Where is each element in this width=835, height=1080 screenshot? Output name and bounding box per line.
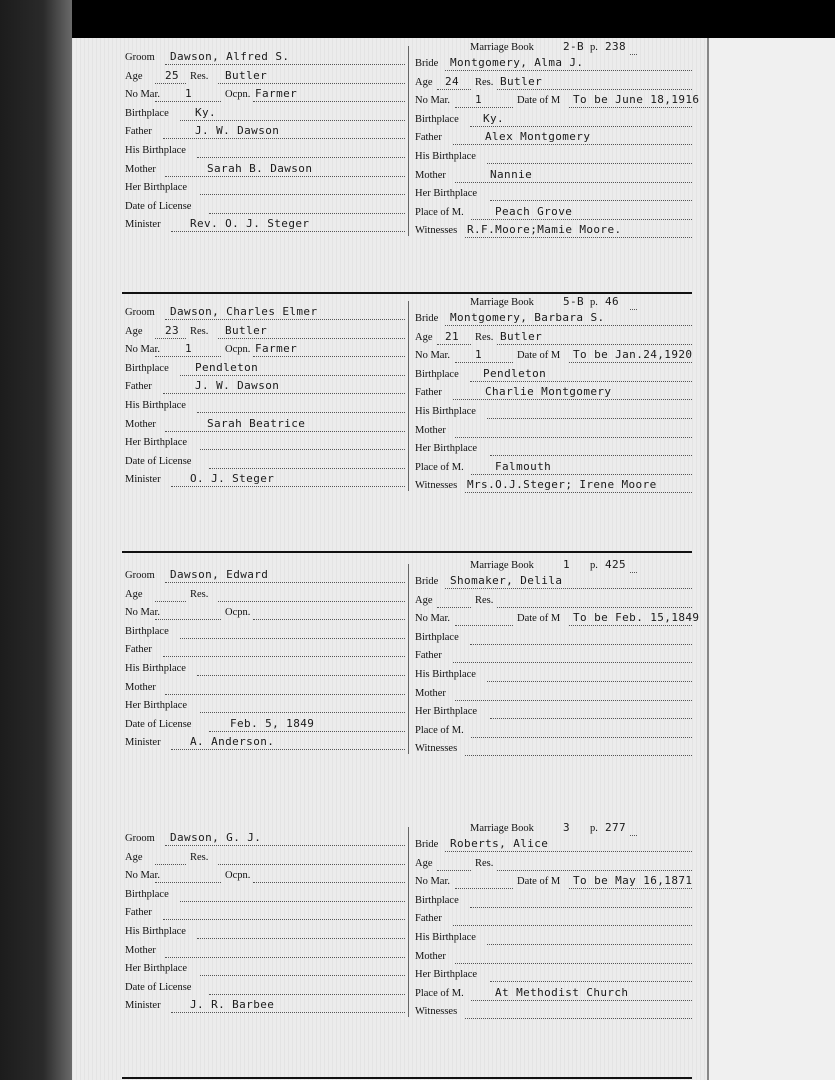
page-label: p. [590, 297, 598, 308]
dotted-line [471, 219, 692, 220]
dotted-line [197, 157, 405, 158]
groom-res-label: Res. [190, 71, 209, 82]
bride-date-of-m-label: Date of M [517, 350, 561, 361]
record-separator-rule [122, 292, 692, 294]
dotted-line [471, 1000, 692, 1001]
groom-no-mar-value: 1 [185, 87, 193, 100]
column-divider [408, 564, 409, 754]
dotted-line [470, 126, 692, 127]
groom-birthplace-label: Birthplace [125, 108, 169, 119]
dotted-line [155, 101, 221, 102]
marriage-book-label: Marriage Book [470, 42, 534, 53]
bride-age-value: 24 [445, 75, 460, 88]
bride-mother-label: Mother [415, 688, 446, 699]
dotted-line [218, 83, 405, 84]
page-label: p. [590, 42, 598, 53]
bride-bride-label: Bride [415, 576, 439, 587]
bride-her-birthplace-label: Her Birthplace [415, 969, 478, 980]
bride-father-label: Father [415, 132, 442, 143]
groom-birthplace-label: Birthplace [125, 626, 169, 637]
groom-father-value: J. W. Dawson [195, 124, 280, 137]
marriage-book-page: 425 [605, 558, 627, 571]
bride-res-label: Res. [475, 332, 494, 343]
dotted-line [453, 662, 692, 663]
groom-his-birthplace-label: His Birthplace [125, 400, 186, 411]
dotted-line [497, 607, 692, 608]
bride-birthplace-label: Birthplace [415, 895, 459, 906]
dotted-line [487, 163, 692, 164]
dotted-line [180, 901, 405, 902]
bride-age-label: Age [415, 77, 433, 88]
bride-father-value: Charlie Montgomery [485, 385, 612, 398]
groom-age-label: Age [125, 71, 143, 82]
column-divider [408, 827, 409, 1017]
bride-witnesses-value: R.F.Moore;Mamie Moore. [467, 223, 622, 236]
groom-groom-label: Groom [125, 52, 155, 63]
bride-birthplace-value: Pendleton [483, 367, 547, 380]
groom-her-birthplace-label: Her Birthplace [125, 963, 188, 974]
marriage-book-label: Marriage Book [470, 560, 534, 571]
groom-minister-value: J. R. Barbee [190, 998, 275, 1011]
dotted-line [171, 231, 405, 232]
dotted-line [455, 963, 692, 964]
bride-bride-label: Bride [415, 839, 439, 850]
dotted-line [445, 325, 692, 326]
groom-age-label: Age [125, 326, 143, 337]
bride-her-birthplace-label: Her Birthplace [415, 706, 478, 717]
bride-date-of-m-label: Date of M [517, 613, 561, 624]
bride-no-mar-label: No Mar. [415, 613, 450, 624]
bride-res-value: Butler [500, 330, 543, 343]
bride-place-of-m-label: Place of M. [415, 988, 464, 999]
bride-her-birthplace-label: Her Birthplace [415, 443, 478, 454]
dotted-line [630, 309, 637, 310]
groom-name-value: Dawson, Alfred S. [170, 50, 290, 63]
dotted-line [200, 712, 405, 713]
groom-her-birthplace-label: Her Birthplace [125, 700, 188, 711]
groom-her-birthplace-label: Her Birthplace [125, 182, 188, 193]
groom-father-label: Father [125, 126, 152, 137]
bride-place-of-m-label: Place of M. [415, 725, 464, 736]
bride-date-of-m-value: To be Jan.24,1920 [573, 348, 693, 361]
groom-res-label: Res. [190, 852, 209, 863]
marriage-book-page: 277 [605, 821, 627, 834]
groom-ocpn-label: Ocpn. [225, 89, 251, 100]
dotted-line [471, 474, 692, 475]
bride-birthplace-label: Birthplace [415, 114, 459, 125]
groom-minister-label: Minister [125, 219, 161, 230]
bride-date-of-m-value: To be May 16,1871 [573, 874, 693, 887]
dotted-line [455, 362, 513, 363]
groom-minister-value: O. J. Steger [190, 472, 275, 485]
dotted-line [465, 237, 692, 238]
dotted-line [487, 418, 692, 419]
dotted-line [253, 101, 405, 102]
groom-date-of-license-label: Date of License [125, 456, 192, 467]
bride-witnesses-label: Witnesses [415, 1006, 458, 1017]
bride-no-mar-label: No Mar. [415, 95, 450, 106]
groom-groom-label: Groom [125, 833, 155, 844]
groom-father-label: Father [125, 644, 152, 655]
dotted-line [445, 70, 692, 71]
dotted-line [453, 144, 692, 145]
bride-no-mar-value: 1 [475, 348, 483, 361]
bride-mother-label: Mother [415, 951, 446, 962]
page-label: p. [590, 560, 598, 571]
dotted-line [569, 888, 692, 889]
groom-birthplace-label: Birthplace [125, 363, 169, 374]
dotted-line [197, 675, 405, 676]
dotted-line [470, 381, 692, 382]
groom-minister-label: Minister [125, 474, 161, 485]
dotted-line [163, 656, 405, 657]
dotted-line [209, 468, 405, 469]
groom-minister-value: A. Anderson. [190, 735, 275, 748]
bride-date-of-m-label: Date of M [517, 95, 561, 106]
bride-father-value: Alex Montgomery [485, 130, 591, 143]
dotted-line [569, 107, 692, 108]
dotted-line [445, 588, 692, 589]
dotted-line [218, 338, 405, 339]
bride-date-of-m-label: Date of M [517, 876, 561, 887]
dotted-line [218, 601, 405, 602]
groom-ocpn-label: Ocpn. [225, 607, 251, 618]
bride-name-value: Montgomery, Alma J. [450, 56, 584, 69]
bride-mother-label: Mother [415, 170, 446, 181]
bride-age-label: Age [415, 332, 433, 343]
bride-place-of-m-label: Place of M. [415, 462, 464, 473]
record-separator-rule [122, 551, 692, 553]
dotted-line [455, 437, 692, 438]
dotted-line [155, 83, 186, 84]
groom-birthplace-value: Ky. [195, 106, 217, 119]
dotted-line [253, 619, 405, 620]
bride-witnesses-value: Mrs.O.J.Steger; Irene Moore [467, 478, 657, 491]
groom-groom-label: Groom [125, 570, 155, 581]
dotted-line [180, 120, 405, 121]
bride-his-birthplace-label: His Birthplace [415, 932, 476, 943]
groom-ocpn-value: Farmer [255, 342, 298, 355]
groom-birthplace-value: Pendleton [195, 361, 259, 374]
dotted-line [465, 1018, 692, 1019]
groom-res-value: Butler [225, 324, 268, 337]
dotted-line [490, 200, 692, 201]
bride-res-label: Res. [475, 77, 494, 88]
dotted-line [437, 89, 471, 90]
dotted-line [569, 362, 692, 363]
groom-mother-value: Sarah Beatrice [207, 417, 306, 430]
bride-no-mar-label: No Mar. [415, 876, 450, 887]
dotted-line [209, 994, 405, 995]
marriage-book-label: Marriage Book [470, 297, 534, 308]
dotted-line [200, 975, 405, 976]
column-divider [408, 301, 409, 491]
groom-date-of-license-label: Date of License [125, 201, 192, 212]
bride-his-birthplace-label: His Birthplace [415, 151, 476, 162]
bride-no-mar-value: 1 [475, 93, 483, 106]
dotted-line [209, 213, 405, 214]
groom-groom-label: Groom [125, 307, 155, 318]
bride-age-label: Age [415, 595, 433, 606]
bride-age-label: Age [415, 858, 433, 869]
dotted-line [180, 638, 405, 639]
dotted-line [200, 449, 405, 450]
bride-bride-label: Bride [415, 313, 439, 324]
bride-date-of-m-value: To be June 18,1916 [573, 93, 700, 106]
bride-res-label: Res. [475, 858, 494, 869]
record-separator-rule [122, 1077, 692, 1079]
bride-father-label: Father [415, 650, 442, 661]
bride-her-birthplace-label: Her Birthplace [415, 188, 478, 199]
groom-res-value: Butler [225, 69, 268, 82]
dotted-line [630, 835, 637, 836]
marriage-book-number: 5-B [563, 295, 585, 308]
dotted-line [200, 194, 405, 195]
groom-date-of-license-label: Date of License [125, 719, 192, 730]
dotted-line [437, 607, 471, 608]
bride-res-value: Butler [500, 75, 543, 88]
marriage-book-page: 238 [605, 40, 627, 53]
groom-name-value: Dawson, Charles Elmer [170, 305, 318, 318]
dotted-line [490, 455, 692, 456]
bride-birthplace-value: Ky. [483, 112, 505, 125]
page-label: p. [590, 823, 598, 834]
groom-res-label: Res. [190, 589, 209, 600]
dotted-line [171, 486, 405, 487]
column-divider [408, 46, 409, 236]
dotted-line [445, 851, 692, 852]
bride-date-of-m-value: To be Feb. 15,1849 [573, 611, 700, 624]
bride-name-value: Montgomery, Barbara S. [450, 311, 605, 324]
dotted-line [455, 182, 692, 183]
marriage-book-number: 1 [563, 558, 571, 571]
bride-place-of-m-value: Falmouth [495, 460, 552, 473]
groom-age-label: Age [125, 589, 143, 600]
dotted-line [455, 700, 692, 701]
adjacent-page [709, 38, 835, 1080]
bride-place-of-m-label: Place of M. [415, 207, 464, 218]
dotted-line [455, 107, 513, 108]
groom-ocpn-label: Ocpn. [225, 344, 251, 355]
groom-date-of-license-label: Date of License [125, 982, 192, 993]
groom-age-label: Age [125, 852, 143, 863]
groom-name-value: Dawson, G. J. [170, 831, 262, 844]
dotted-line [437, 344, 471, 345]
dotted-line [165, 176, 405, 177]
dotted-line [165, 64, 405, 65]
groom-mother-label: Mother [125, 945, 156, 956]
dotted-line [487, 681, 692, 682]
dotted-line [163, 393, 405, 394]
dotted-line [165, 845, 405, 846]
dotted-line [155, 864, 186, 865]
bride-witnesses-label: Witnesses [415, 743, 458, 754]
bride-bride-label: Bride [415, 58, 439, 69]
dotted-line [490, 718, 692, 719]
dotted-line [197, 938, 405, 939]
bride-no-mar-label: No Mar. [415, 350, 450, 361]
bride-birthplace-label: Birthplace [415, 369, 459, 380]
groom-age-value: 23 [165, 324, 180, 337]
bride-mother-label: Mother [415, 425, 446, 436]
bride-place-of-m-value: Peach Grove [495, 205, 573, 218]
groom-father-value: J. W. Dawson [195, 379, 280, 392]
dotted-line [465, 492, 692, 493]
groom-res-label: Res. [190, 326, 209, 337]
groom-minister-label: Minister [125, 1000, 161, 1011]
dotted-line [630, 572, 637, 573]
bride-witnesses-label: Witnesses [415, 480, 458, 491]
dotted-line [490, 981, 692, 982]
dotted-line [155, 601, 186, 602]
dotted-line [455, 888, 513, 889]
bride-father-label: Father [415, 913, 442, 924]
groom-father-label: Father [125, 381, 152, 392]
groom-his-birthplace-label: His Birthplace [125, 663, 186, 674]
dotted-line [155, 356, 221, 357]
marriage-book-page: 46 [605, 295, 620, 308]
dotted-line [497, 870, 692, 871]
bride-father-label: Father [415, 387, 442, 398]
dotted-line [155, 338, 186, 339]
groom-birthplace-label: Birthplace [125, 889, 169, 900]
dotted-line [165, 694, 405, 695]
marriage-book-number: 3 [563, 821, 571, 834]
groom-no-mar-label: No Mar. [125, 870, 160, 881]
dotted-line [569, 625, 692, 626]
dotted-line [165, 431, 405, 432]
dotted-line [253, 356, 405, 357]
dotted-line [455, 625, 513, 626]
groom-no-mar-label: No Mar. [125, 607, 160, 618]
groom-mother-label: Mother [125, 164, 156, 175]
dotted-line [453, 399, 692, 400]
dotted-line [163, 919, 405, 920]
groom-name-value: Dawson, Edward [170, 568, 269, 581]
bride-name-value: Roberts, Alice [450, 837, 549, 850]
groom-no-mar-value: 1 [185, 342, 193, 355]
dotted-line [253, 882, 405, 883]
bride-mother-value: Nannie [490, 168, 533, 181]
dotted-line [497, 89, 692, 90]
dotted-line [471, 737, 692, 738]
dotted-line [630, 54, 637, 55]
dotted-line [197, 412, 405, 413]
groom-no-mar-label: No Mar. [125, 89, 160, 100]
dotted-line [165, 957, 405, 958]
bride-res-label: Res. [475, 595, 494, 606]
groom-ocpn-value: Farmer [255, 87, 298, 100]
bride-birthplace-label: Birthplace [415, 632, 459, 643]
groom-no-mar-label: No Mar. [125, 344, 160, 355]
dotted-line [180, 375, 405, 376]
bride-age-value: 21 [445, 330, 460, 343]
dotted-line [218, 864, 405, 865]
dotted-line [437, 870, 471, 871]
bride-witnesses-label: Witnesses [415, 225, 458, 236]
marriage-book-label: Marriage Book [470, 823, 534, 834]
scan-left-border [0, 0, 72, 1080]
groom-her-birthplace-label: Her Birthplace [125, 437, 188, 448]
dotted-line [163, 138, 405, 139]
dotted-line [470, 907, 692, 908]
bride-his-birthplace-label: His Birthplace [415, 669, 476, 680]
dotted-line [487, 944, 692, 945]
dotted-line [465, 755, 692, 756]
bride-place-of-m-value: At Methodist Church [495, 986, 629, 999]
dotted-line [470, 644, 692, 645]
groom-mother-value: Sarah B. Dawson [207, 162, 313, 175]
groom-father-label: Father [125, 907, 152, 918]
dotted-line [497, 344, 692, 345]
bride-his-birthplace-label: His Birthplace [415, 406, 476, 417]
bride-name-value: Shomaker, Delila [450, 574, 563, 587]
groom-minister-label: Minister [125, 737, 161, 748]
groom-mother-label: Mother [125, 682, 156, 693]
groom-ocpn-label: Ocpn. [225, 870, 251, 881]
dotted-line [155, 619, 221, 620]
scan-top-border [0, 0, 835, 38]
groom-his-birthplace-label: His Birthplace [125, 926, 186, 937]
groom-his-birthplace-label: His Birthplace [125, 145, 186, 156]
groom-date-of-license-value: Feb. 5, 1849 [230, 717, 315, 730]
dotted-line [165, 319, 405, 320]
dotted-line [171, 749, 405, 750]
dotted-line [165, 582, 405, 583]
dotted-line [171, 1012, 405, 1013]
groom-minister-value: Rev. O. J. Steger [190, 217, 310, 230]
groom-age-value: 25 [165, 69, 180, 82]
groom-mother-label: Mother [125, 419, 156, 430]
dotted-line [209, 731, 405, 732]
dotted-line [155, 882, 221, 883]
dotted-line [453, 925, 692, 926]
marriage-book-number: 2-B [563, 40, 585, 53]
